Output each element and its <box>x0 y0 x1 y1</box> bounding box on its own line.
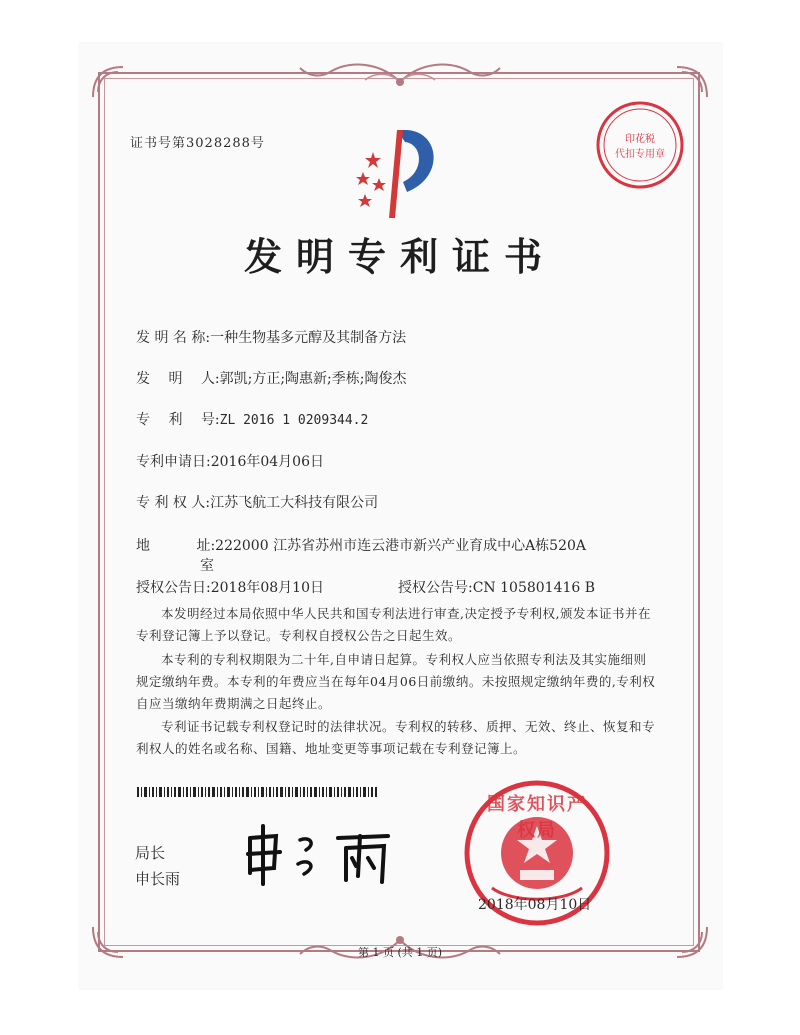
address-value: 222000 江苏省苏州市连云港市新兴产业育成中心A栋520A <box>215 538 587 554</box>
filing-date-label: 专利申请日: <box>136 454 211 470</box>
inventors-row <box>136 368 407 388</box>
patentee-row <box>136 492 378 512</box>
filing-date-row <box>136 451 324 471</box>
grant-number-label: 授权公告号: <box>398 580 473 596</box>
grant-number-value: CN 105801416 B <box>472 580 596 596</box>
statement-text-3: 专利证书记载专利权登记时的法律状况。专利权的转移、质押、无效、终止、恢复和专利权人的姓名或名称、国籍、地址变更等事项记载在专利登记簿上。 <box>136 719 656 756</box>
patent-office-logo <box>345 122 455 222</box>
invention-name-label: 发 明 名 称: <box>136 330 211 346</box>
filing-date-value: 2016年04月06日 <box>210 454 324 470</box>
address-label: 地 址: <box>136 538 216 554</box>
corner-ornament-tr <box>672 62 712 102</box>
top-ornament <box>290 52 510 92</box>
address-row <box>136 535 586 555</box>
statement-paragraph <box>136 603 656 647</box>
director-title: 局长 <box>135 844 166 862</box>
patentee-value: 江苏飞航工大科技有限公司 <box>210 495 379 511</box>
patent-number-value: ZL 2016 1 0209344.2 <box>219 413 369 428</box>
page-title: 发明专利证书 <box>243 234 556 279</box>
statement-paragraph <box>136 649 656 715</box>
statement-paragraph <box>136 716 656 760</box>
cnipa-seal-text: 国家知识产权局 <box>487 794 587 841</box>
grant-date-label: 授权公告日: <box>136 580 211 596</box>
tax-seal-small-text: 印花税 <box>625 134 655 145</box>
inventors-value: 郭凯;方正;陶惠新;季栋;陶俊杰 <box>219 371 407 387</box>
grant-date-row <box>136 577 324 597</box>
barcode <box>137 787 377 797</box>
patentee-label: 专 利 权 人: <box>136 495 211 511</box>
patent-number-row <box>136 409 368 429</box>
corner-ornament-tl <box>88 62 128 102</box>
director-signature <box>238 818 408 888</box>
grant-date-value: 2018年08月10日 <box>210 580 324 596</box>
invention-name-value: 一种生物基多元醇及其制备方法 <box>210 330 407 346</box>
seal-date: 2018年08月10日 <box>478 897 592 913</box>
statement-text-2: 本专利的专利权期限为二十年,自申请日起算。专利权人应当依照专利法及其实施细则规定缴纳年费。本专利的年费应当在每年04月06日前缴纳。未按照规定缴纳年费的,专利权自应当缴纳年费期满之日起终止。 <box>136 652 656 711</box>
certificate-number: 证书号第3028288号 <box>130 136 265 151</box>
inventors-label: 发 明 人: <box>136 371 220 387</box>
page-footer: 第 1 页 (共 1 页) <box>357 946 443 959</box>
grant-number-row <box>398 577 595 597</box>
patent-number-label: 专 利 号: <box>136 412 220 428</box>
director-name: 申长雨 <box>135 870 181 888</box>
statement-text-1: 本发明经过本局依照中华人民共和国专利法进行审查,决定授予专利权,颁发本证书并在专利登记簿上予以登记。专利权自授权公告之日起生效。 <box>136 606 651 643</box>
address-line2: 室 <box>200 558 214 574</box>
invention-name-row <box>136 327 406 347</box>
tax-seal-center-text: 代扣专用章 <box>615 149 665 160</box>
